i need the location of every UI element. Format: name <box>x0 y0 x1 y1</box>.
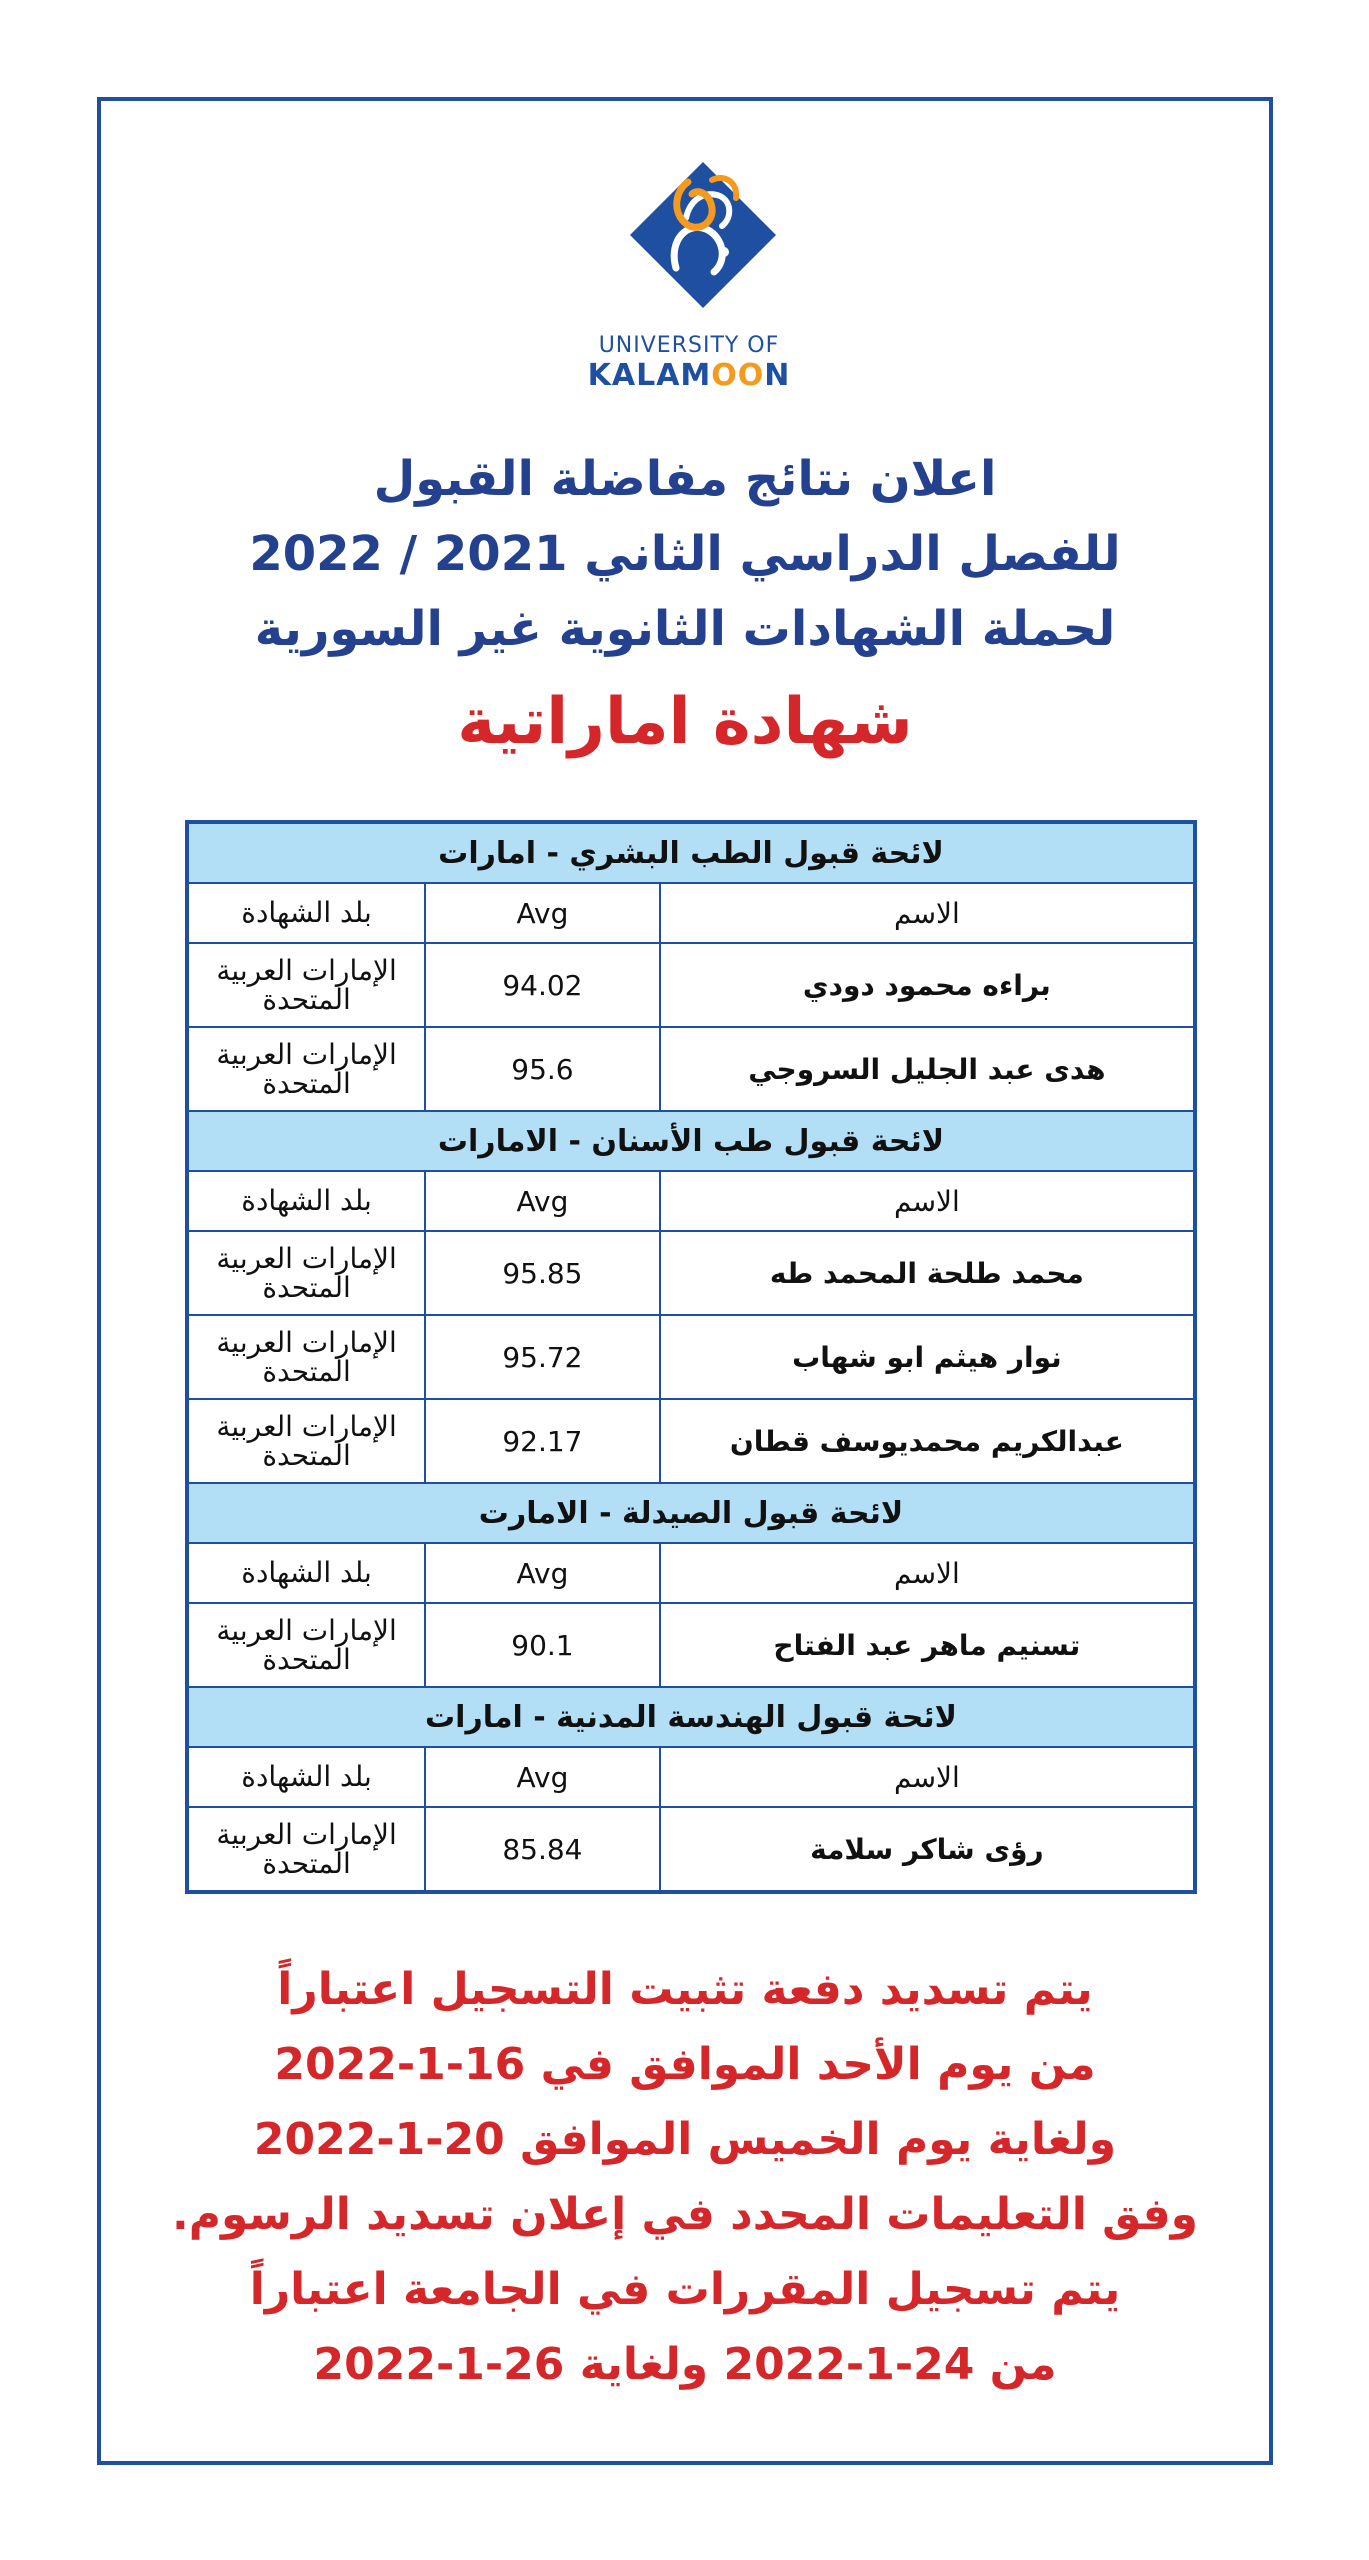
table-row <box>187 1231 1195 1315</box>
certificate-country: الإمارات العربية المتحدة <box>187 1231 425 1315</box>
notice-line1: يتم تسديد دفعة تثبيت التسجيل اعتباراً <box>277 1964 1093 2015</box>
student-avg: 95.85 <box>425 1231 660 1315</box>
section-header-row <box>187 1687 1195 1747</box>
column-header-row <box>187 1171 1195 1231</box>
student-name: عبدالكريم محمديوسف قطان <box>660 1399 1195 1483</box>
section-title: لائحة قبول طب الأسنان - الامارات <box>187 1111 1195 1171</box>
heading-line1: اعلان نتائج مفاضلة القبول <box>373 451 997 507</box>
column-header-country: بلد الشهادة <box>187 1543 425 1603</box>
logo-text-line2 <box>584 358 794 393</box>
student-name: نوار هيثم ابو شهاب <box>660 1315 1195 1399</box>
logo-text-kalam: KALAM <box>587 358 712 393</box>
notice-line4: وفق التعليمات المحدد في إعلان تسديد الرسوم. <box>172 2189 1198 2240</box>
certificate-country: الإمارات العربية المتحدة <box>187 1027 425 1111</box>
section-title: لائحة قبول الطب البشري - امارات <box>187 822 1195 883</box>
column-header-name: الاسم <box>660 1543 1195 1603</box>
table-row <box>187 1315 1195 1399</box>
section-title: لائحة قبول الصيدلة - الامارت <box>187 1483 1195 1543</box>
admission-results-table <box>185 820 1197 1894</box>
student-avg: 85.84 <box>425 1807 660 1892</box>
column-header-name: الاسم <box>660 1747 1195 1807</box>
logo-text-line1: UNIVERSITY OF <box>598 333 780 358</box>
student-avg: 92.17 <box>425 1399 660 1483</box>
table-row <box>187 943 1195 1027</box>
column-header-row <box>187 1747 1195 1807</box>
certificate-country: الإمارات العربية المتحدة <box>187 1399 425 1483</box>
student-name: هدى عبد الجليل السروجي <box>660 1027 1195 1111</box>
column-header-row <box>187 1543 1195 1603</box>
column-header-row <box>187 883 1195 943</box>
certificate-country: الإمارات العربية المتحدة <box>187 1603 425 1687</box>
student-avg: 95.72 <box>425 1315 660 1399</box>
student-avg: 90.1 <box>425 1603 660 1687</box>
column-header-avg: Avg <box>425 1171 660 1231</box>
table-row <box>187 1603 1195 1687</box>
certificate-country: الإمارات العربية المتحدة <box>187 943 425 1027</box>
column-header-avg: Avg <box>425 883 660 943</box>
logo-text-oo: OO <box>711 358 765 393</box>
column-header-avg: Avg <box>425 1747 660 1807</box>
section-header-row <box>187 1111 1195 1171</box>
heading-line3: لحملة الشهادات الثانوية غير السورية <box>254 601 1116 657</box>
notice-line2: من يوم الأحد الموافق في 16-1-2022 <box>274 2039 1096 2090</box>
heading-line2: للفصل الدراسي الثاني 2021 / 2022 <box>249 526 1121 582</box>
column-header-country: بلد الشهادة <box>187 883 425 943</box>
certificate-country: الإمارات العربية المتحدة <box>187 1807 425 1892</box>
student-name: تسنيم ماهر عبد الفتاح <box>660 1603 1195 1687</box>
section-header-row <box>187 1483 1195 1543</box>
university-logo <box>584 150 794 400</box>
certificate-type-title: شهادة اماراتية <box>457 685 913 759</box>
column-header-country: بلد الشهادة <box>187 1747 425 1807</box>
kalamoon-diamond-icon <box>628 160 778 310</box>
student-avg: 94.02 <box>425 943 660 1027</box>
section-header-row <box>187 822 1195 883</box>
notice-line6: من 24-1-2022 ولغاية 26-1-2022 <box>313 2339 1057 2390</box>
certificate-country: الإمارات العربية المتحدة <box>187 1315 425 1399</box>
section-title: لائحة قبول الهندسة المدنية - امارات <box>187 1687 1195 1747</box>
student-name: رؤى شاكر سلامة <box>660 1807 1195 1892</box>
table-row <box>187 1807 1195 1892</box>
column-header-name: الاسم <box>660 1171 1195 1231</box>
student-avg: 95.6 <box>425 1027 660 1111</box>
table-row <box>187 1399 1195 1483</box>
column-header-avg: Avg <box>425 1543 660 1603</box>
column-header-country: بلد الشهادة <box>187 1171 425 1231</box>
table-row <box>187 1027 1195 1111</box>
notice-line3: ولغاية يوم الخميس الموافق 20-1-2022 <box>253 2114 1117 2165</box>
logo-text-n: N <box>764 358 791 393</box>
student-name: براءه محمود دودي <box>660 943 1195 1027</box>
column-header-name: الاسم <box>660 883 1195 943</box>
notice-line5: يتم تسجيل المقررات في الجامعة اعتباراً <box>249 2264 1121 2315</box>
student-name: محمد طلحة المحمد طه <box>660 1231 1195 1315</box>
